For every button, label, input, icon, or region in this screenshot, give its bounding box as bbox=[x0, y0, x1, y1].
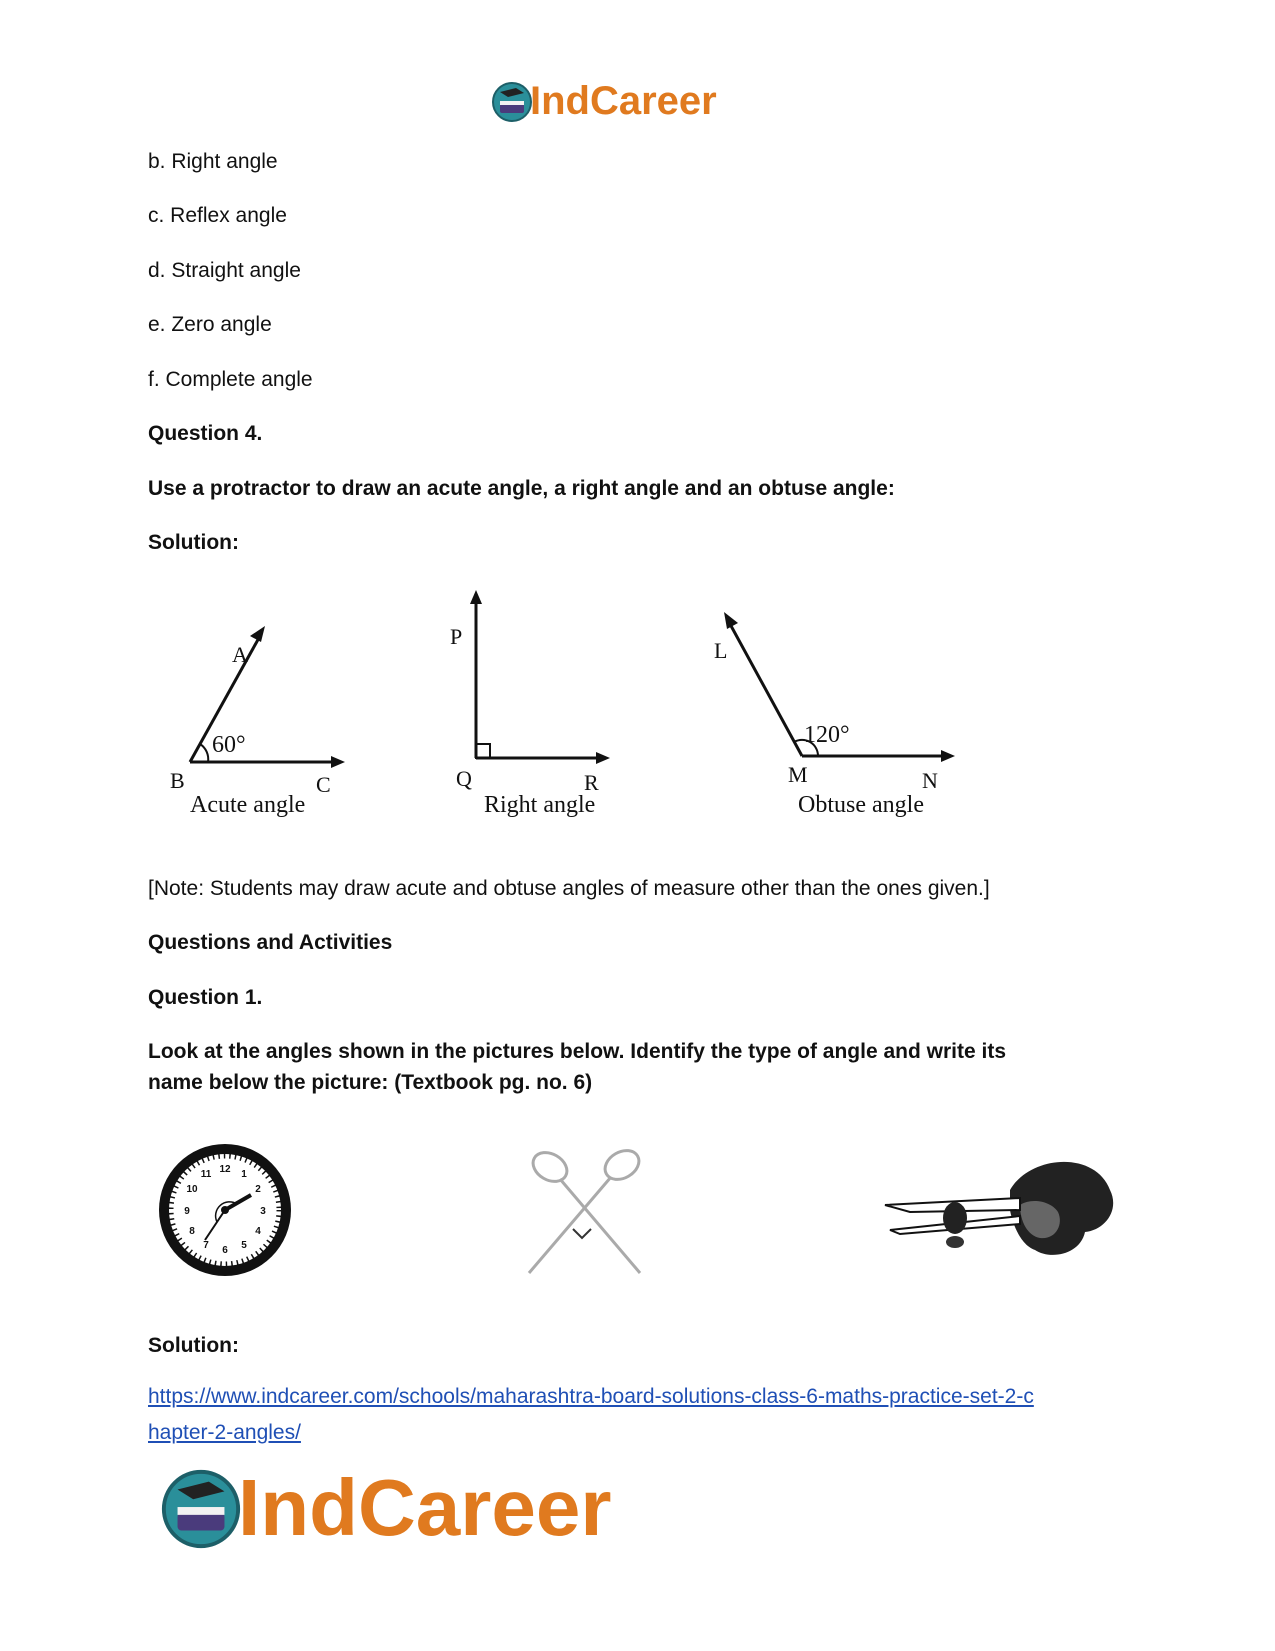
clock-number: 8 bbox=[189, 1226, 195, 1237]
acute-vertex-label: B bbox=[170, 768, 185, 793]
clock-number: 3 bbox=[260, 1206, 266, 1217]
obtuse-arm2-label: N bbox=[922, 768, 938, 793]
clock-number: 9 bbox=[184, 1206, 190, 1217]
solution-label: Solution: bbox=[148, 1334, 239, 1357]
scissors-picture bbox=[515, 1145, 655, 1280]
acute-arm2-label: C bbox=[316, 772, 331, 797]
clock-number: 2 bbox=[255, 1184, 261, 1195]
acute-arm1-label: A bbox=[232, 642, 248, 667]
acute-caption: Acute angle bbox=[190, 792, 306, 818]
acute-angle-figure bbox=[170, 626, 345, 818]
clock-number: 10 bbox=[186, 1184, 198, 1195]
right-caption: Right angle bbox=[484, 792, 596, 818]
solution-label: Solution: bbox=[148, 531, 239, 554]
obtuse-caption: Obtuse angle bbox=[798, 792, 924, 818]
clock-number: 12 bbox=[219, 1164, 231, 1175]
list-item: f. Complete angle bbox=[148, 368, 313, 391]
question-prompt-line2: name below the picture: (Textbook pg. no. 6) bbox=[148, 1071, 593, 1094]
globe-book-icon bbox=[158, 1466, 244, 1552]
question-heading: Question 4. bbox=[148, 422, 263, 445]
angle-figures bbox=[150, 590, 960, 830]
clock-number: 4 bbox=[255, 1226, 261, 1237]
right-arm2-label: R bbox=[584, 770, 599, 795]
list-item: b. Right angle bbox=[148, 150, 278, 173]
list-item: c. Reflex angle bbox=[148, 204, 287, 227]
scissors-icon bbox=[515, 1145, 655, 1280]
clock-number: 1 bbox=[241, 1169, 247, 1180]
obtuse-arm1-label: L bbox=[714, 638, 728, 663]
obtuse-measure-label: 120° bbox=[804, 722, 850, 748]
header-logo bbox=[490, 78, 760, 128]
bird-beak-picture bbox=[880, 1150, 1120, 1280]
globe-book-icon bbox=[490, 80, 534, 124]
footer-logo-text: IndCareer bbox=[238, 1463, 612, 1552]
clock-icon bbox=[155, 1140, 295, 1280]
question-prompt: Use a protractor to draw an acute angle, a right angle and an obtuse angle: bbox=[148, 477, 895, 500]
solution-link-line1[interactable]: https://www.indcareer.com/schools/maharashtra-board-solutions-class-6-maths-practice-set-2-c bbox=[148, 1385, 1034, 1408]
clock-number: 6 bbox=[222, 1245, 228, 1256]
clock-picture bbox=[155, 1140, 295, 1280]
obtuse-vertex-label: M bbox=[788, 762, 808, 787]
footer-logo bbox=[158, 1460, 698, 1560]
right-angle-figure bbox=[450, 590, 610, 818]
list-item: e. Zero angle bbox=[148, 313, 272, 336]
right-arm1-label: P bbox=[450, 624, 463, 649]
question-heading: Question 1. bbox=[148, 986, 263, 1009]
list-item: d. Straight angle bbox=[148, 259, 301, 282]
note-text: [Note: Students may draw acute and obtuse angles of measure other than the ones given.] bbox=[148, 877, 990, 900]
acute-measure-label: 60° bbox=[212, 732, 246, 758]
header-logo-text: IndCareer bbox=[530, 79, 717, 123]
clock-number: 5 bbox=[241, 1240, 247, 1251]
section-heading: Questions and Activities bbox=[148, 931, 393, 954]
obtuse-angle-figure bbox=[714, 612, 955, 818]
solution-link-line2[interactable]: hapter-2-angles/ bbox=[148, 1421, 301, 1444]
bird-icon bbox=[880, 1150, 1120, 1280]
clock-number: 7 bbox=[203, 1240, 209, 1251]
right-vertex-label: Q bbox=[456, 766, 472, 791]
question-prompt-line1: Look at the angles shown in the pictures below. Identify the type of angle and write its bbox=[148, 1040, 1006, 1063]
clock-number: 11 bbox=[200, 1169, 212, 1180]
